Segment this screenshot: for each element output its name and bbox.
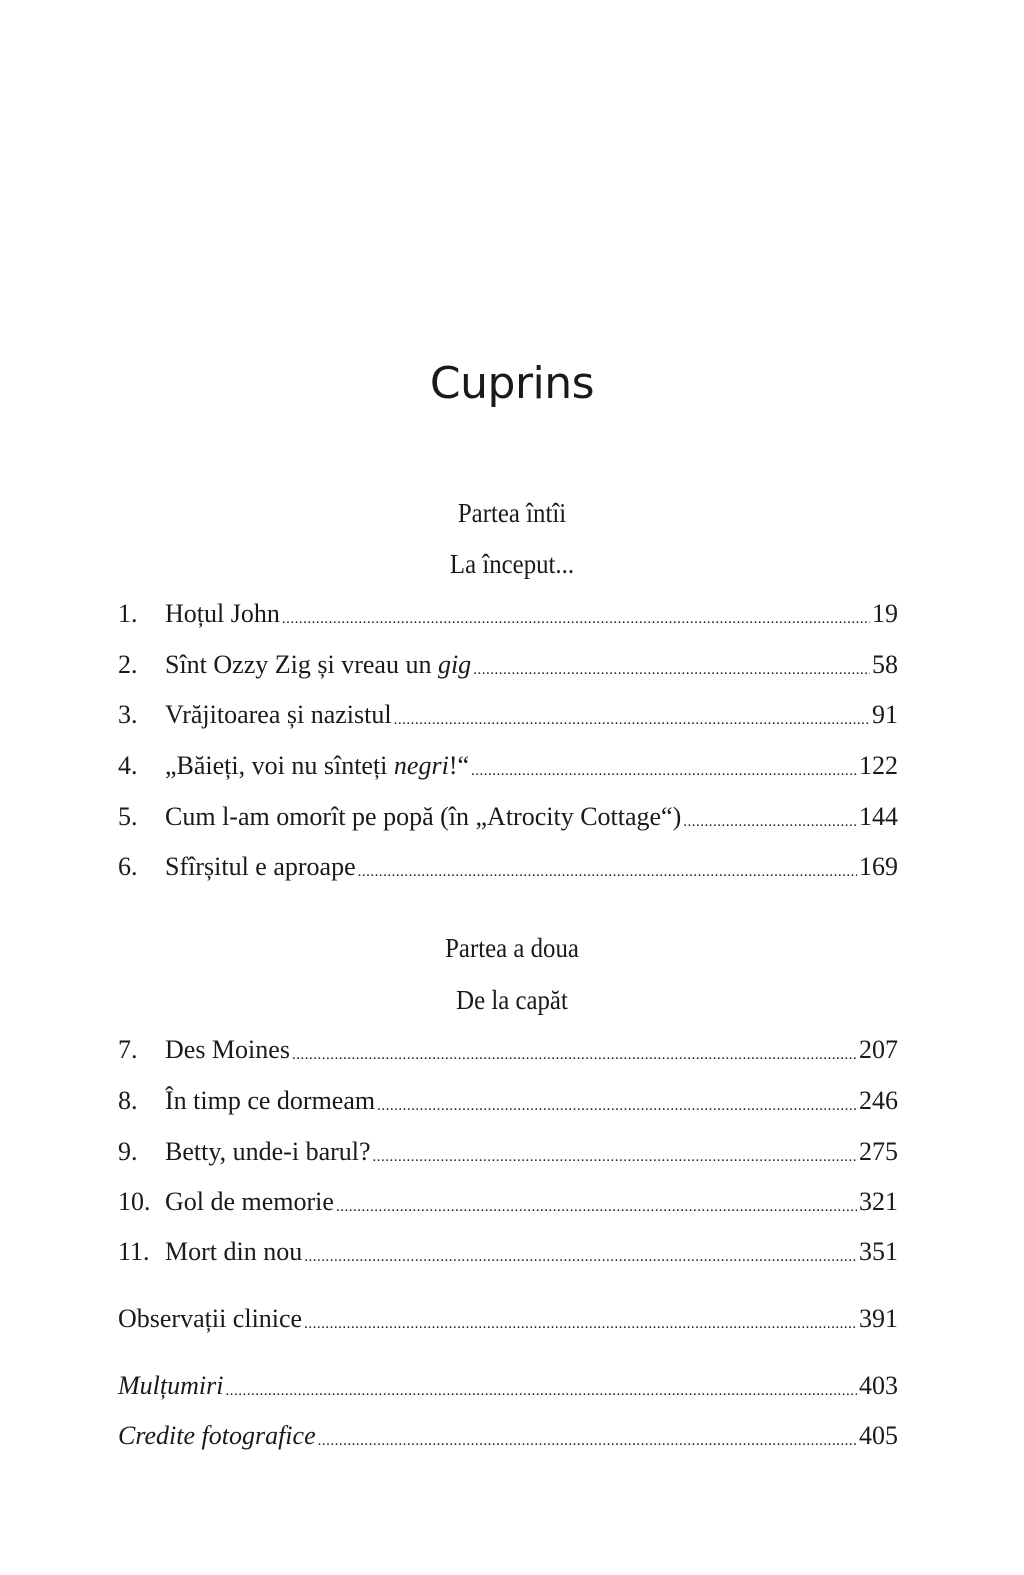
entry-title: Credite fotografice bbox=[118, 1421, 316, 1450]
dot-leader bbox=[318, 1428, 857, 1454]
toc-entry-8[interactable] bbox=[118, 1083, 898, 1119]
entry-page: 321 bbox=[859, 1187, 898, 1216]
dot-leader bbox=[377, 1093, 857, 1119]
part-two-label: Partea a doua bbox=[445, 933, 579, 963]
entry-title: Betty, unde-i barul? bbox=[165, 1137, 371, 1166]
entry-title: În timp ce dormeam bbox=[165, 1086, 376, 1115]
part-one-subtitle: La început... bbox=[449, 549, 575, 579]
entry-title: Mulțumiri bbox=[118, 1371, 224, 1400]
entry-title: Hoțul John bbox=[165, 599, 280, 628]
dot-leader bbox=[373, 1144, 857, 1170]
toc-entry-1[interactable] bbox=[118, 596, 898, 632]
dot-leader bbox=[304, 1311, 857, 1337]
toc-entry-7[interactable] bbox=[118, 1032, 898, 1068]
entry-title-text: „Băieți, voi nu sînteți bbox=[165, 751, 394, 780]
dot-leader bbox=[394, 707, 870, 733]
entry-title: Sfîrșitul e aproape bbox=[165, 852, 356, 881]
entry-number: 11. bbox=[118, 1237, 150, 1266]
toc-entry-3[interactable] bbox=[118, 697, 898, 733]
entry-title: Observații clinice bbox=[118, 1304, 303, 1333]
toc-entry-5[interactable] bbox=[118, 799, 898, 835]
dot-leader bbox=[225, 1378, 857, 1404]
dot-leader bbox=[683, 809, 857, 835]
dot-leader bbox=[292, 1042, 857, 1068]
entry-title bbox=[165, 647, 471, 683]
toc-entry-10[interactable] bbox=[118, 1184, 898, 1220]
entry-number: 6. bbox=[118, 852, 138, 881]
entry-page: 169 bbox=[859, 852, 898, 881]
part-two-subtitle: De la capăt bbox=[456, 985, 568, 1015]
entry-page: 207 bbox=[859, 1035, 898, 1064]
entry-title-suffix: !“ bbox=[448, 751, 470, 780]
toc-entry-2[interactable] bbox=[118, 647, 898, 683]
entry-page: 122 bbox=[859, 751, 898, 780]
entry-title: Vrăjitoarea și nazistul bbox=[165, 700, 392, 729]
entry-page: 405 bbox=[859, 1421, 898, 1450]
entry-title-text: Sînt Ozzy Zig și vreau un bbox=[165, 650, 438, 679]
toc-entry-acknowledgements[interactable] bbox=[118, 1368, 898, 1404]
toc-entry-clinical-notes[interactable] bbox=[118, 1301, 898, 1337]
entry-title: Des Moines bbox=[165, 1035, 290, 1064]
entry-title-italic: gig bbox=[437, 650, 472, 679]
part-one-label: Partea întîi bbox=[457, 498, 567, 528]
entry-number: 8. bbox=[118, 1086, 138, 1115]
entry-number: 7. bbox=[118, 1035, 138, 1064]
dot-leader bbox=[358, 859, 857, 885]
toc-entry-11[interactable] bbox=[118, 1234, 898, 1270]
entry-number: 1. bbox=[118, 599, 138, 628]
entry-page: 19 bbox=[872, 599, 898, 628]
entry-number: 10. bbox=[118, 1187, 151, 1216]
entry-page: 246 bbox=[859, 1086, 898, 1115]
page-title: Cuprins bbox=[429, 358, 595, 409]
dot-leader bbox=[282, 606, 870, 632]
entry-page: 144 bbox=[859, 802, 898, 831]
toc-entry-4[interactable] bbox=[118, 748, 898, 784]
entry-page: 391 bbox=[859, 1304, 898, 1333]
entry-number: 5. bbox=[118, 802, 138, 831]
dot-leader bbox=[473, 657, 870, 683]
entry-number: 2. bbox=[118, 650, 138, 679]
dot-leader bbox=[304, 1244, 857, 1270]
entry-title: Cum l-am omorît pe popă (în „Atrocity Cottage“) bbox=[165, 802, 682, 831]
toc-entry-6[interactable] bbox=[118, 849, 898, 885]
entry-title bbox=[165, 748, 469, 784]
entry-page: 275 bbox=[859, 1137, 898, 1166]
entry-page: 58 bbox=[872, 650, 898, 679]
toc-entry-9[interactable] bbox=[118, 1134, 898, 1170]
entry-page: 351 bbox=[859, 1237, 898, 1266]
entry-title: Mort din nou bbox=[165, 1237, 303, 1266]
dot-leader bbox=[336, 1194, 857, 1220]
entry-number: 9. bbox=[118, 1137, 138, 1166]
entry-number: 3. bbox=[118, 700, 138, 729]
entry-page: 91 bbox=[872, 700, 898, 729]
toc-entry-photo-credits[interactable] bbox=[118, 1418, 898, 1454]
entry-title-italic: negri bbox=[393, 751, 449, 780]
entry-page: 403 bbox=[859, 1371, 898, 1400]
dot-leader bbox=[471, 758, 857, 784]
entry-title: Gol de memorie bbox=[165, 1187, 334, 1216]
entry-number: 4. bbox=[118, 751, 138, 780]
